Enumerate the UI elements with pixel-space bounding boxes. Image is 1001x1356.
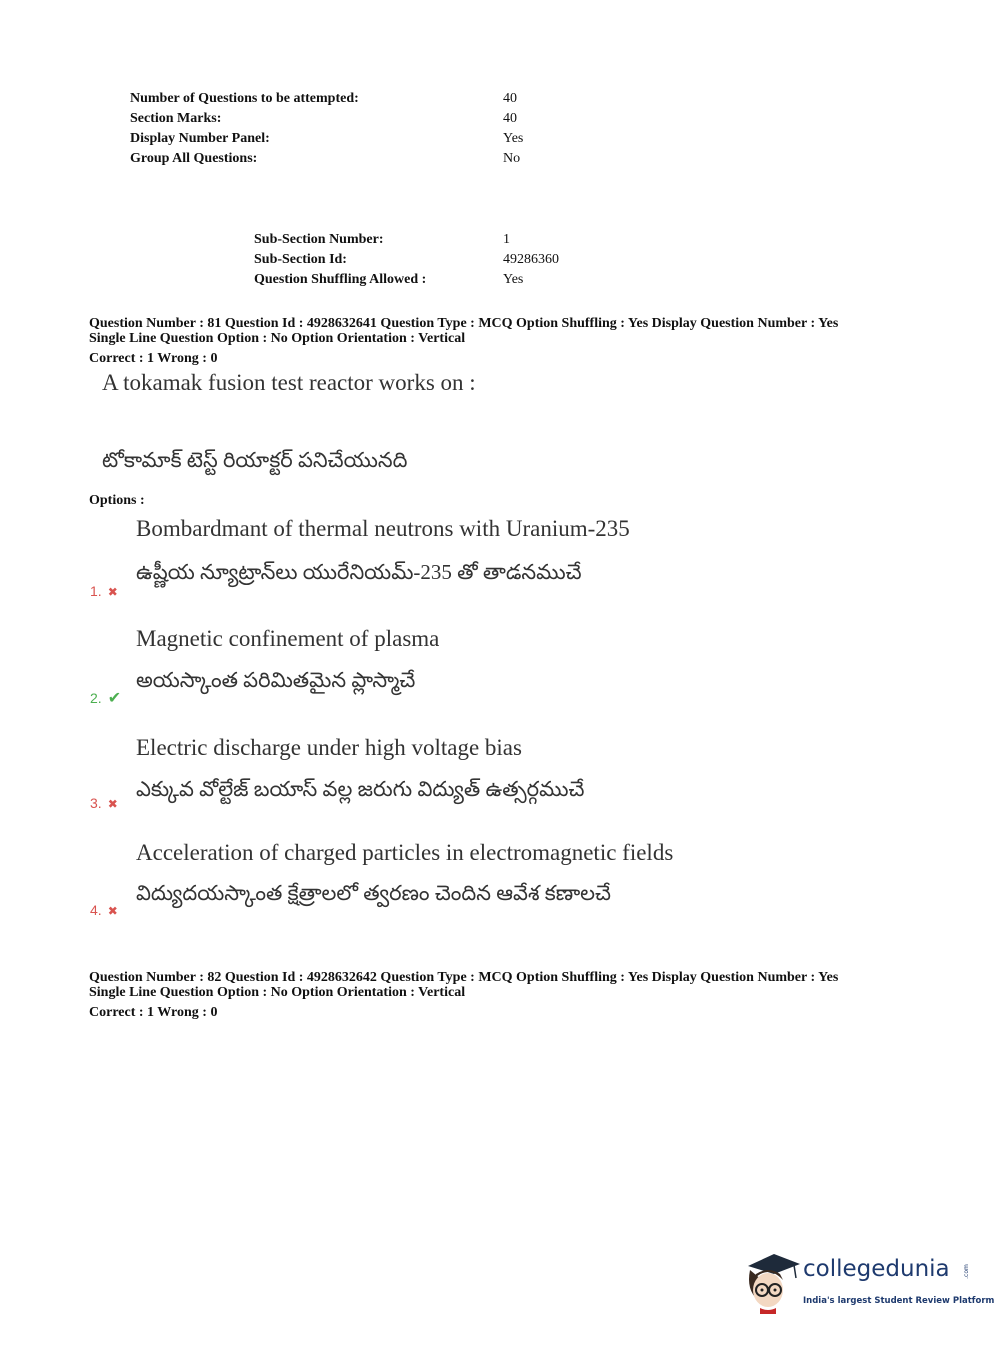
mascot-icon (742, 1250, 802, 1314)
question-marks: Correct : 1 Wrong : 0 (89, 351, 218, 366)
wrong-cross-icon: ✖ (107, 904, 118, 918)
section-label: Number of Questions to be attempted: (130, 91, 359, 106)
subsection-label: Sub-Section Number: (254, 232, 384, 247)
section-value: No (503, 151, 521, 166)
wrong-cross-icon: ✖ (107, 585, 118, 599)
option-text-telugu: ఎక్కువ వోల్టేజ్ బయాస్ వల్ల జరుగు విద్యుత్ ఉత్సర్గముచే (136, 777, 585, 801)
question-meta: Question Number : 82 Question Id : 4928632642 Question Type : MCQ Option Shuffling : Yes Display Question Number : Yes (89, 970, 839, 985)
subsection-value: 1 (503, 232, 510, 247)
option-text-english: Magnetic confinement of plasma (136, 626, 440, 651)
subsection-label: Question Shuffling Allowed : (254, 272, 427, 287)
option-text-english: Acceleration of charged particles in electromagnetic fields (136, 840, 674, 865)
section-label: Group All Questions: (130, 151, 258, 166)
option-text-english: Bombardmant of thermal neutrons with Uranium-235 (136, 516, 630, 541)
wrong-cross-icon: ✖ (107, 797, 118, 811)
question-meta-options: Single Line Question Option : No Option Orientation : Vertical (89, 985, 466, 1000)
correct-check-icon: ✔ (107, 690, 122, 707)
section-value: 40 (503, 111, 517, 126)
option-text-telugu: విద్యుదయస్కాంత క్షేత్రాలలో త్వరణం చెందిన ఆవేశ కణాలచే (136, 881, 612, 905)
collegedunia-logo (742, 1250, 995, 1320)
logo-domain-suffix: .com (962, 1264, 970, 1279)
option-text-telugu: ఉష్ణీయ న్యూట్రాన్‌లు యురేనియమ్-235 తో తాడనముచే (136, 560, 582, 584)
subsection-value: 49286360 (503, 252, 559, 267)
subsection-value: Yes (503, 272, 524, 287)
subsection-label: Sub-Section Id: (254, 252, 347, 267)
question-marks: Correct : 1 Wrong : 0 (89, 1005, 218, 1020)
question-text-english: A tokamak fusion test reactor works on : (102, 370, 476, 395)
question-meta: Question Number : 81 Question Id : 4928632641 Question Type : MCQ Option Shuffling : Yes Display Question Number : Yes (89, 316, 839, 331)
logo-tagline: India's largest Student Review Platform (803, 1296, 995, 1306)
section-value: 40 (503, 91, 517, 106)
option-text-english: Electric discharge under high voltage bias (136, 735, 522, 760)
option-number: 4. (90, 902, 102, 918)
option-number: 2. (90, 690, 102, 706)
question-text-telugu: టోకామాక్ టెస్ట్ రియాక్టర్ పనిచేయునది (102, 448, 408, 472)
option-number: 3. (90, 795, 102, 811)
section-label: Section Marks: (130, 111, 222, 126)
section-value: Yes (503, 131, 524, 146)
section-label: Display Number Panel: (130, 131, 270, 146)
logo-wordmark: collegedunia (803, 1256, 950, 1282)
options-label: Options : (89, 493, 145, 508)
option-text-telugu: అయస్కాంత పరిమితమైన ప్లాస్మాచే (136, 668, 416, 692)
question-meta-options: Single Line Question Option : No Option Orientation : Vertical (89, 331, 466, 346)
option-number: 1. (90, 583, 102, 599)
